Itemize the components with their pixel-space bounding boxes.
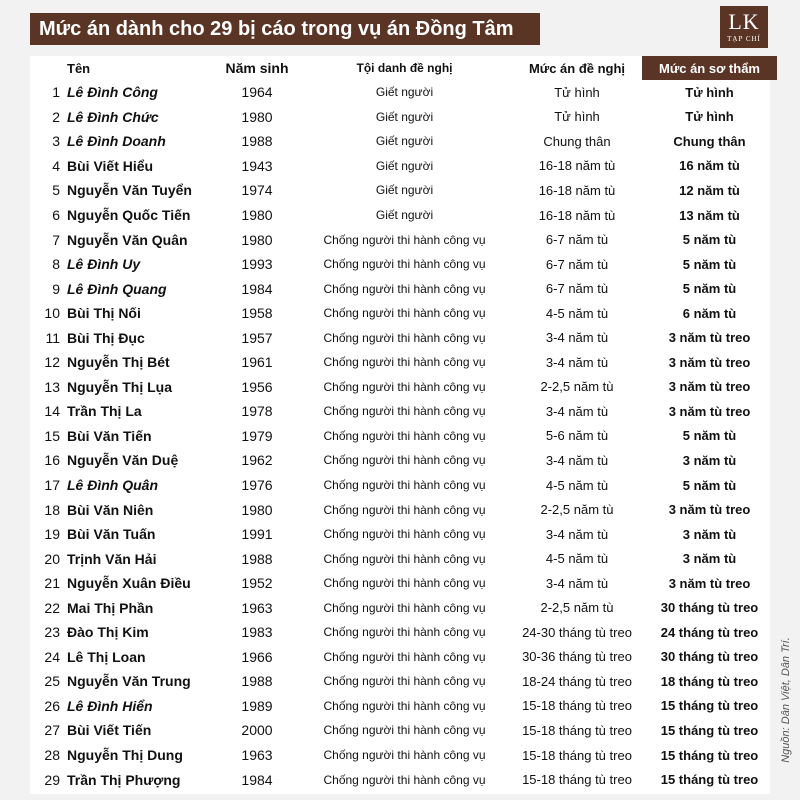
row-index: 6 — [52, 207, 60, 223]
row-charge: Chống người thi hành công vụ — [323, 306, 486, 321]
table-row — [30, 227, 777, 252]
row-birth-year: 1983 — [241, 624, 273, 641]
table-row — [30, 718, 777, 743]
table-row — [30, 767, 777, 792]
row-index: 4 — [52, 157, 60, 174]
row-final-sentence: 3 năm tù treo — [668, 354, 751, 370]
row-final-sentence: 15 tháng tù treo — [660, 698, 759, 714]
row-proposed-sentence: 18-24 tháng tù treo — [522, 673, 632, 689]
row-charge: Giết người — [375, 109, 434, 124]
table-row — [30, 669, 777, 694]
row-name: Đào Thị Kim — [67, 624, 149, 641]
table-row — [30, 129, 777, 154]
row-index: 29 — [44, 771, 60, 788]
row-proposed-sentence: 2-2,5 năm tù — [540, 502, 614, 518]
table-row — [30, 595, 777, 620]
row-birth-year: 2000 — [241, 722, 273, 739]
row-name: Bùi Thị Nối — [67, 305, 141, 322]
row-charge: Chống người thi hành công vụ — [323, 625, 486, 640]
row-final-sentence: 3 năm tù treo — [668, 575, 751, 591]
row-proposed-sentence: 2-2,5 năm tù — [540, 600, 614, 616]
row-charge: Chống người thi hành công vụ — [323, 502, 486, 517]
row-birth-year: 1988 — [241, 133, 273, 150]
row-charge: Giết người — [375, 134, 434, 149]
row-charge: Chống người thi hành công vụ — [323, 698, 486, 713]
row-index: 23 — [44, 624, 60, 641]
row-name: Lê Đình Quân — [67, 477, 158, 494]
table-row — [30, 350, 777, 375]
row-index: 3 — [52, 133, 60, 150]
row-name: Bùi Viết Hiểu — [67, 157, 154, 174]
row-proposed-sentence: 4-5 năm tù — [545, 305, 609, 321]
row-final-sentence: 3 năm tù treo — [668, 379, 751, 395]
row-birth-year: 1978 — [241, 403, 273, 420]
row-birth-year: 1988 — [241, 673, 273, 690]
row-name: Nguyễn Thị Lụa — [67, 378, 172, 395]
row-birth-year: 1984 — [241, 771, 273, 788]
table-row — [30, 448, 777, 473]
row-charge: Chống người thi hành công vụ — [323, 232, 486, 247]
row-charge: Chống người thi hành công vụ — [323, 428, 486, 443]
row-final-sentence: 13 năm tù — [679, 207, 740, 223]
row-proposed-sentence: Tử hình — [554, 109, 600, 125]
row-charge: Chống người thi hành công vụ — [323, 404, 486, 419]
row-birth-year: 1966 — [241, 648, 273, 665]
row-proposed-sentence: 3-4 năm tù — [545, 452, 609, 468]
row-charge: Chống người thi hành công vụ — [323, 723, 486, 738]
row-name: Nguyễn Văn Quân — [67, 231, 188, 248]
row-final-sentence: 15 tháng tù treo — [660, 722, 759, 738]
row-charge: Chống người thi hành công vụ — [323, 281, 486, 296]
row-charge: Chống người thi hành công vụ — [323, 379, 486, 394]
logo-subtitle: TẠP CHÍ — [727, 35, 761, 43]
row-final-sentence: 3 năm tù — [682, 551, 737, 567]
row-final-sentence: 15 tháng tù treo — [660, 747, 759, 763]
row-birth-year: 1991 — [241, 526, 273, 543]
row-proposed-sentence: 3-4 năm tù — [545, 575, 609, 591]
row-final-sentence: 5 năm tù — [682, 232, 737, 248]
row-final-sentence: Tử hình — [685, 84, 734, 100]
table-row — [30, 424, 777, 449]
table-row — [30, 80, 777, 105]
row-index: 9 — [52, 280, 60, 297]
row-index: 27 — [44, 722, 60, 739]
row-name: Bùi Viết Tiến — [67, 722, 152, 739]
row-charge: Chống người thi hành công vụ — [323, 355, 486, 370]
row-proposed-sentence: 3-4 năm tù — [545, 330, 609, 346]
row-birth-year: 1988 — [241, 550, 273, 567]
row-proposed-sentence: 3-4 năm tù — [545, 526, 609, 542]
row-name: Bùi Thị Đục — [67, 329, 145, 346]
row-name: Trần Thị Phượng — [67, 771, 181, 788]
row-birth-year: 1993 — [241, 256, 273, 273]
row-birth-year: 1980 — [241, 108, 273, 125]
table-row — [30, 154, 777, 179]
table-row — [30, 546, 777, 571]
row-index: 21 — [44, 575, 60, 592]
brand-logo — [720, 6, 768, 48]
row-proposed-sentence: Tử hình — [554, 84, 600, 100]
row-index: 5 — [52, 182, 60, 199]
row-name: Nguyễn Văn Duệ — [67, 452, 179, 469]
row-birth-year: 1961 — [241, 354, 273, 371]
table-row — [30, 375, 777, 400]
row-charge: Giết người — [375, 158, 434, 173]
logo-mark: LK — [728, 9, 760, 34]
row-name: Lê Đình Uy — [67, 256, 141, 273]
row-proposed-sentence: 3-4 năm tù — [545, 354, 609, 370]
row-final-sentence: 12 năm tù — [679, 182, 740, 198]
header-index — [30, 56, 67, 80]
row-final-sentence: 24 tháng tù treo — [660, 624, 759, 640]
row-charge: Giết người — [375, 85, 434, 100]
row-proposed-sentence: 30-36 tháng tù treo — [522, 649, 632, 665]
row-name: Nguyễn Thị Dung — [67, 747, 183, 764]
row-proposed-sentence: 15-18 tháng tù treo — [522, 722, 632, 738]
row-index: 12 — [44, 354, 60, 371]
row-index: 7 — [52, 231, 60, 248]
row-charge: Chống người thi hành công vụ — [323, 551, 486, 566]
table-row — [30, 743, 777, 768]
row-final-sentence: 3 năm tù — [682, 452, 737, 468]
row-birth-year: 1962 — [241, 452, 273, 469]
row-name: Nguyễn Thị Bét — [67, 354, 170, 371]
row-name: Nguyễn Văn Trung — [67, 673, 191, 690]
row-birth-year: 1980 — [241, 501, 273, 518]
row-name: Lê Đình Chức — [67, 108, 159, 125]
row-name: Lê Đình Doanh — [67, 133, 166, 150]
row-proposed-sentence: 4-5 năm tù — [545, 551, 609, 567]
row-proposed-sentence: 15-18 tháng tù treo — [522, 772, 632, 788]
table-row — [30, 620, 777, 645]
row-birth-year: 1957 — [241, 329, 273, 346]
row-name: Lê Thị Loan — [67, 648, 146, 665]
row-proposed-sentence: 16-18 năm tù — [538, 182, 616, 198]
row-birth-year: 1964 — [241, 84, 273, 101]
row-birth-year: 1984 — [241, 280, 273, 297]
row-final-sentence: Tử hình — [685, 109, 734, 125]
row-final-sentence: 30 tháng tù treo — [660, 600, 759, 616]
row-name: Lê Đình Hiển — [67, 697, 153, 714]
table-row — [30, 497, 777, 522]
row-birth-year: 1979 — [241, 427, 273, 444]
row-proposed-sentence: 6-7 năm tù — [545, 256, 609, 272]
row-name: Trịnh Văn Hải — [67, 550, 157, 567]
row-index: 19 — [44, 526, 60, 543]
row-index: 10 — [44, 305, 60, 322]
row-final-sentence: 6 năm tù — [682, 305, 737, 321]
row-charge: Chống người thi hành công vụ — [323, 748, 486, 763]
row-name: Nguyễn Xuân Điều — [67, 575, 191, 592]
row-charge: Chống người thi hành công vụ — [323, 772, 486, 787]
sentences-table-container — [30, 56, 770, 794]
row-final-sentence: Chung thân — [673, 133, 746, 149]
row-name: Nguyễn Quốc Tiến — [67, 207, 191, 223]
row-final-sentence: 5 năm tù — [682, 281, 737, 297]
row-index: 15 — [44, 427, 60, 444]
row-name: Bùi Văn Tiến — [67, 427, 152, 444]
row-index: 13 — [44, 378, 60, 395]
table-row — [30, 252, 777, 277]
row-name: Nguyễn Văn Tuyển — [67, 182, 192, 199]
row-proposed-sentence: 6-7 năm tù — [545, 232, 609, 248]
row-index: 25 — [44, 673, 60, 690]
table-row — [30, 325, 777, 350]
header-charge: Tội danh đề nghị — [356, 61, 453, 75]
row-birth-year: 1963 — [241, 747, 273, 764]
row-final-sentence: 5 năm tù — [682, 477, 737, 493]
row-birth-year: 1974 — [241, 182, 273, 199]
header-name: Tên — [67, 60, 91, 76]
table-row — [30, 399, 777, 424]
table-row — [30, 571, 777, 596]
row-proposed-sentence: 15-18 tháng tù treo — [522, 747, 632, 763]
row-charge: Chống người thi hành công vụ — [323, 674, 486, 689]
row-proposed-sentence: 24-30 tháng tù treo — [522, 624, 632, 640]
row-charge: Chống người thi hành công vụ — [323, 453, 486, 468]
table-row — [30, 301, 777, 326]
row-charge: Giết người — [375, 208, 434, 222]
row-index: 20 — [44, 550, 60, 567]
row-index: 26 — [44, 697, 60, 714]
row-birth-year: 1980 — [241, 207, 273, 223]
row-final-sentence: 5 năm tù — [682, 428, 737, 444]
row-charge: Chống người thi hành công vụ — [323, 576, 486, 591]
sentences-table — [30, 56, 777, 792]
row-index: 11 — [45, 329, 60, 346]
header-birth-year: Năm sinh — [225, 60, 289, 76]
row-final-sentence: 3 năm tù treo — [668, 403, 751, 419]
row-final-sentence: 3 năm tù treo — [668, 502, 751, 518]
table-row — [30, 276, 777, 301]
row-birth-year: 1976 — [241, 477, 273, 494]
row-proposed-sentence: 16-18 năm tù — [538, 158, 616, 174]
row-index: 24 — [44, 648, 60, 665]
row-index: 18 — [44, 501, 60, 518]
page-title: Mức án dành cho 29 bị cáo trong vụ án Đồng Tâm — [30, 13, 540, 45]
row-proposed-sentence: 2-2,5 năm tù — [540, 379, 614, 395]
table-row — [30, 105, 777, 130]
row-charge: Chống người thi hành công vụ — [323, 478, 486, 493]
row-name: Lê Đình Quang — [67, 280, 167, 297]
row-final-sentence: 3 năm tù treo — [668, 330, 751, 346]
row-birth-year: 1980 — [241, 231, 273, 248]
source-note: Nguồn: Dân Việt, Dân Trí. — [780, 637, 792, 763]
row-final-sentence: 5 năm tù — [682, 256, 737, 272]
row-proposed-sentence: 4-5 năm tù — [545, 477, 609, 493]
row-charge: Chống người thi hành công vụ — [323, 527, 486, 542]
row-index: 8 — [52, 256, 60, 273]
row-proposed-sentence: 3-4 năm tù — [545, 403, 609, 419]
row-birth-year: 1963 — [241, 599, 273, 616]
row-final-sentence: 3 năm tù — [682, 526, 737, 542]
row-index: 28 — [44, 747, 60, 764]
row-proposed-sentence: 16-18 năm tù — [538, 207, 616, 223]
row-birth-year: 1952 — [241, 575, 273, 592]
row-index: 16 — [44, 452, 60, 469]
row-final-sentence: 16 năm tù — [679, 158, 740, 174]
row-birth-year: 1958 — [241, 305, 273, 322]
row-birth-year: 1956 — [241, 378, 273, 395]
table-row — [30, 694, 777, 719]
row-final-sentence: 18 tháng tù treo — [660, 673, 759, 689]
table-row — [30, 203, 777, 228]
row-name: Bùi Văn Tuấn — [67, 526, 156, 543]
row-charge: Chống người thi hành công vụ — [323, 649, 486, 664]
row-proposed-sentence: 15-18 tháng tù treo — [522, 698, 632, 714]
row-name: Mai Thị Phần — [67, 599, 154, 616]
row-charge: Chống người thi hành công vụ — [323, 257, 486, 272]
row-birth-year: 1943 — [241, 157, 273, 174]
row-index: 17 — [44, 477, 60, 494]
row-index: 14 — [44, 403, 60, 420]
row-name: Bùi Văn Niên — [67, 501, 154, 518]
row-name: Trần Thị La — [67, 403, 142, 420]
row-index: 2 — [52, 108, 60, 125]
table-row — [30, 473, 777, 498]
row-charge: Giết người — [375, 183, 434, 198]
row-proposed-sentence: Chung thân — [543, 133, 611, 149]
table-row — [30, 522, 777, 547]
row-proposed-sentence: 5-6 năm tù — [545, 428, 609, 444]
row-charge: Chống người thi hành công vụ — [323, 600, 486, 615]
table-row — [30, 178, 777, 203]
row-index: 1 — [52, 84, 60, 101]
row-name: Lê Đình Công — [67, 84, 158, 101]
row-index: 22 — [44, 599, 60, 616]
row-charge: Chống người thi hành công vụ — [323, 330, 486, 345]
header-final-sentence: Mức án sơ thẩm — [642, 56, 777, 80]
table-row — [30, 645, 777, 670]
row-proposed-sentence: 6-7 năm tù — [545, 281, 609, 297]
row-birth-year: 1989 — [241, 697, 273, 714]
header-proposed-sentence: Mức án đề nghị — [528, 60, 626, 76]
table-header-row — [30, 56, 777, 80]
row-final-sentence: 30 tháng tù treo — [660, 649, 759, 665]
row-final-sentence: 15 tháng tù treo — [660, 772, 759, 788]
